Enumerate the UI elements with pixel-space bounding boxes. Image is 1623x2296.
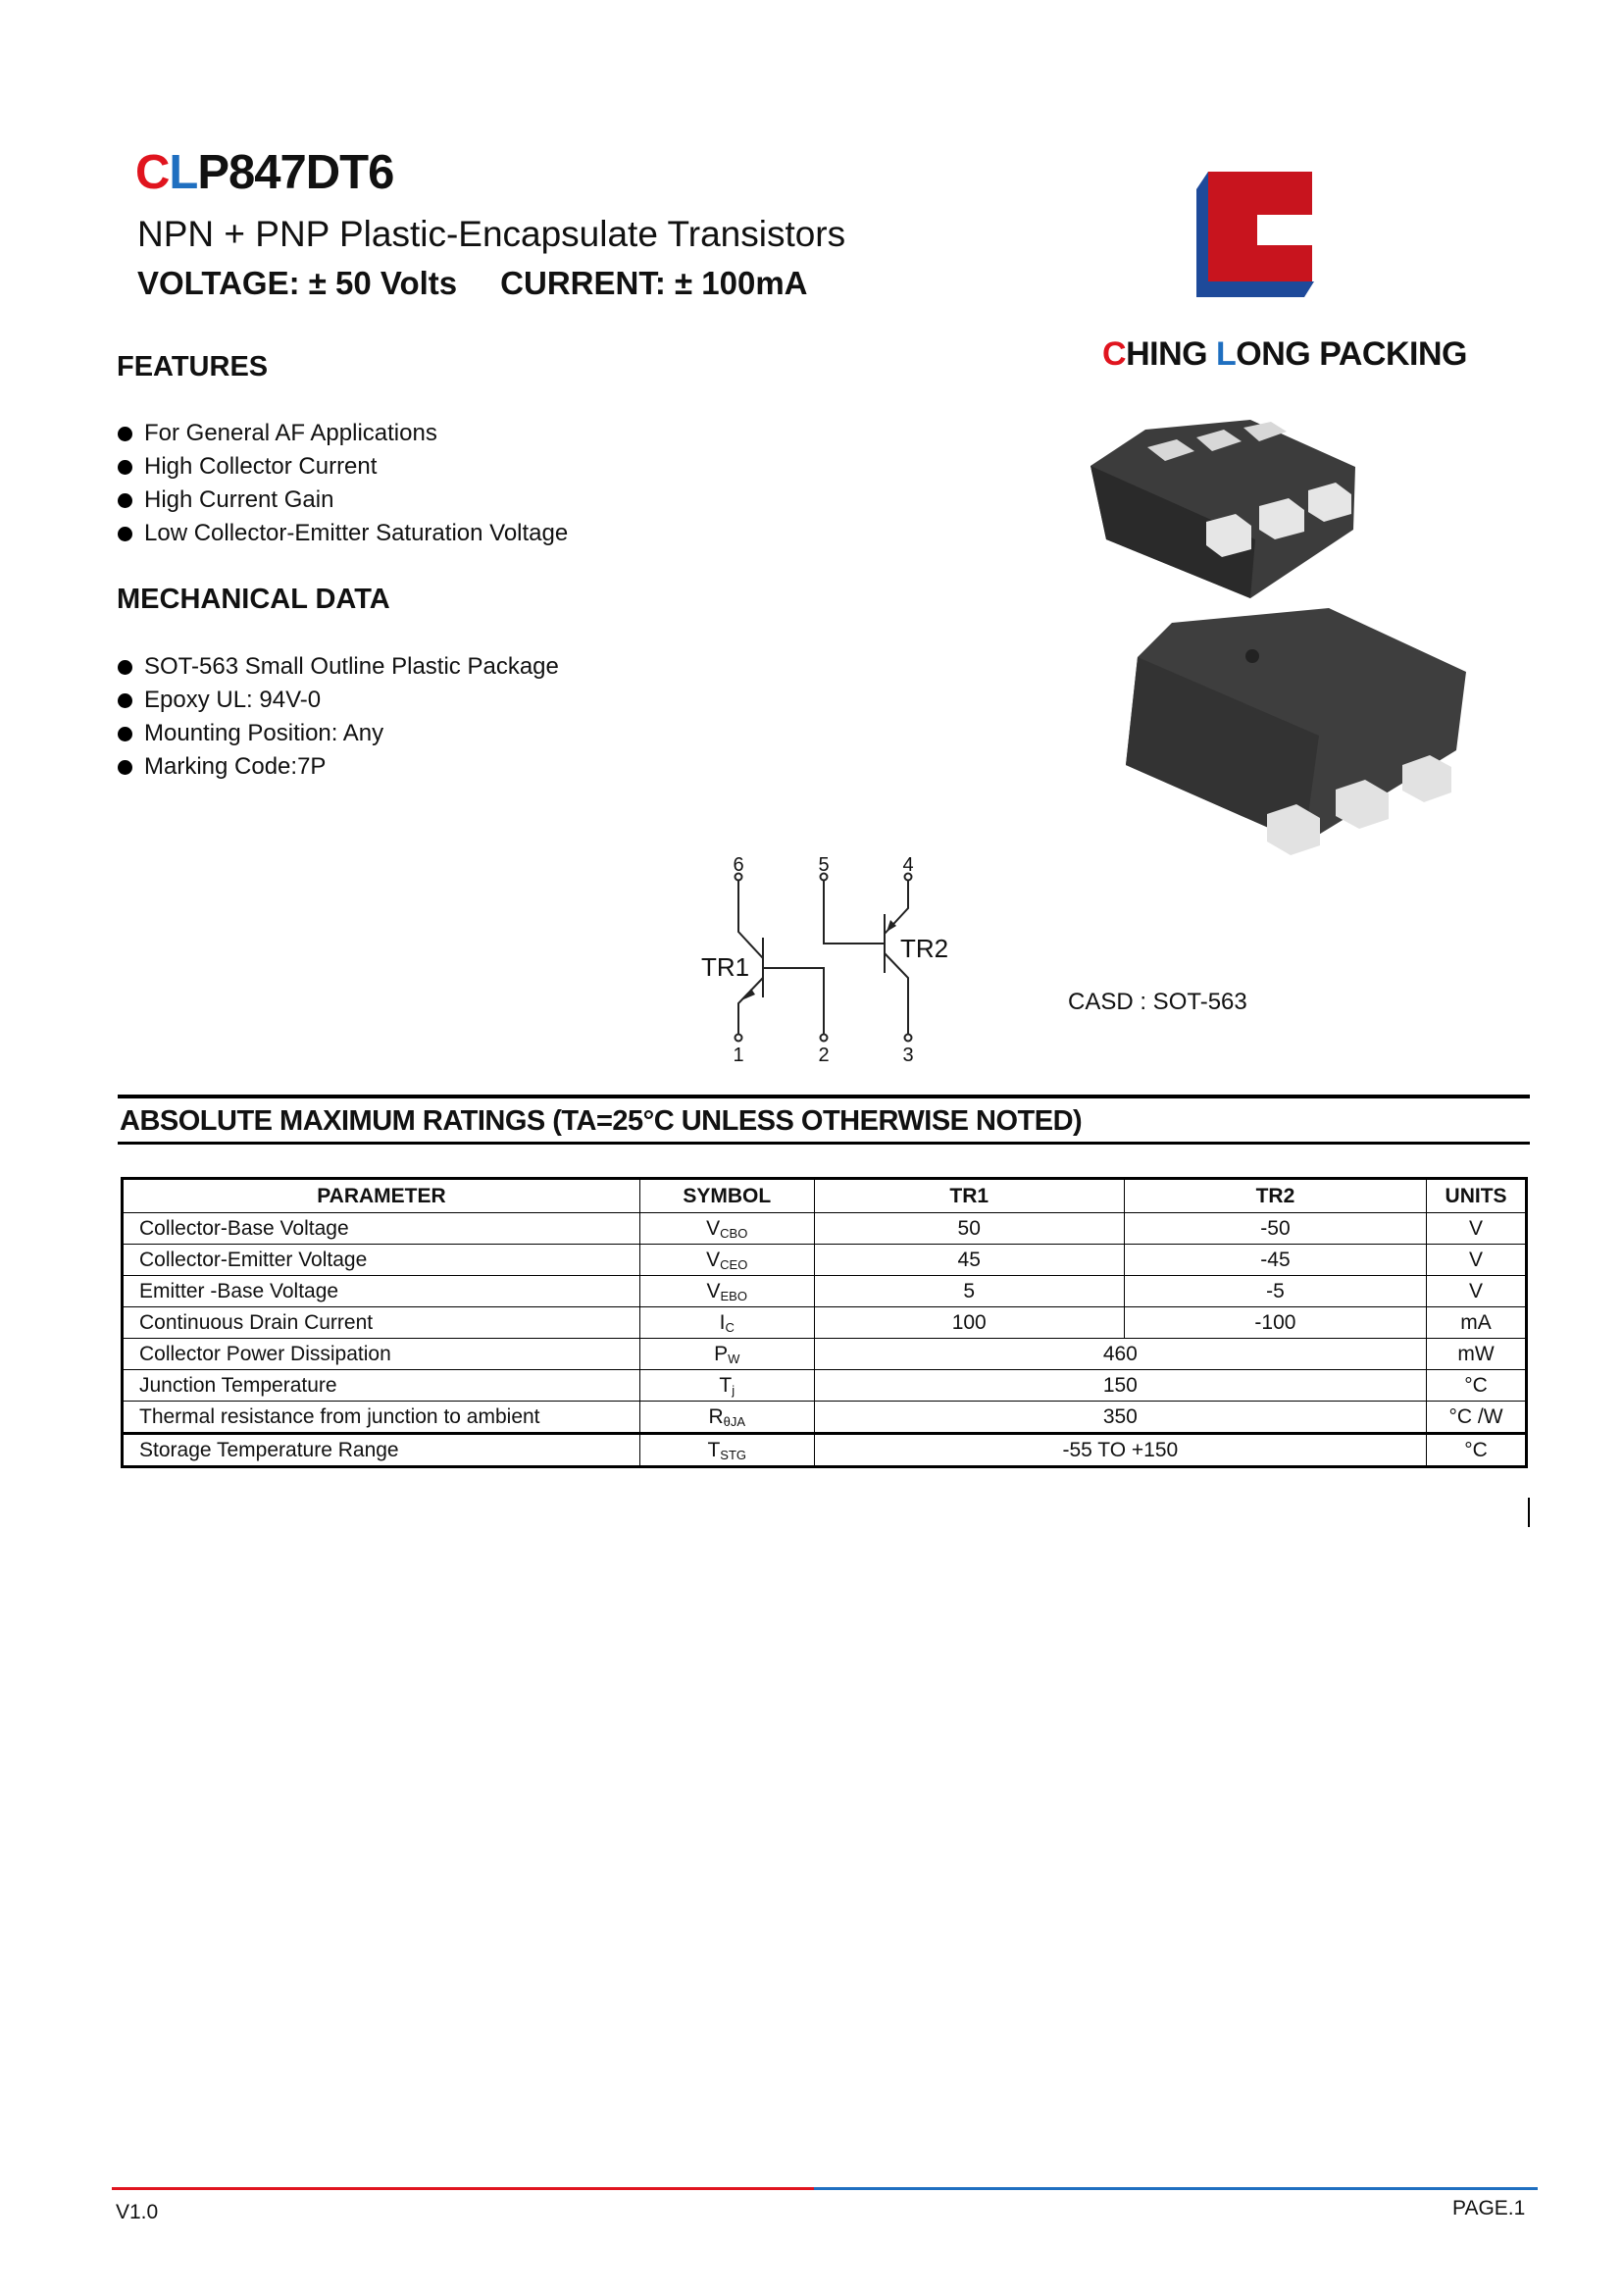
table-row [123, 1434, 1527, 1467]
pin-label: 2 [818, 1045, 830, 1066]
item-text: Low Collector-Emitter Saturation Voltage [144, 520, 569, 546]
list-item [118, 750, 559, 784]
company-logo-icon [1196, 172, 1319, 299]
tr1-value-cell: 5 [814, 1276, 1124, 1307]
divider [118, 1142, 1530, 1145]
title-c: C [135, 146, 170, 199]
symbol-subscript: C [725, 1319, 735, 1335]
item-text: Epoxy UL: 94V-0 [144, 687, 322, 713]
emitter-arrow-icon [741, 989, 755, 1000]
unit-cell: V [1427, 1213, 1527, 1245]
bullet-icon [118, 527, 132, 541]
table-row [123, 1307, 1527, 1339]
item-text: Marking Code:7P [144, 753, 327, 780]
ratings-table [121, 1177, 1528, 1468]
parameter-cell: Storage Temperature Range [123, 1434, 640, 1467]
parameter-cell: Thermal resistance from junction to ambient [123, 1402, 640, 1434]
unit-cell: V [1427, 1276, 1527, 1307]
value-cell: -55 TO +150 [814, 1434, 1426, 1467]
parameter-cell: Collector-Emitter Voltage [123, 1245, 640, 1276]
parameter-cell: Emitter -Base Voltage [123, 1276, 640, 1307]
tr2-value-cell: -50 [1124, 1213, 1426, 1245]
footer-line-blue [814, 2187, 1538, 2190]
symbol-cell [639, 1370, 814, 1402]
table-row [123, 1276, 1527, 1307]
col-tr2: TR2 [1124, 1179, 1426, 1213]
symbol-cell [639, 1307, 814, 1339]
symbol-cell [639, 1339, 814, 1370]
bullet-icon [118, 660, 132, 675]
symbol: T [719, 1373, 733, 1397]
symbol: V [706, 1216, 721, 1240]
value-cell: 460 [814, 1339, 1426, 1370]
pinout-diagram [686, 843, 981, 1079]
mechanical-list [118, 650, 559, 784]
tr2-label: TR2 [900, 934, 949, 963]
bullet-icon [118, 693, 132, 708]
unit-cell: °C [1427, 1370, 1527, 1402]
chip-bottom-view [1126, 608, 1466, 855]
item-text: Mounting Position: Any [144, 720, 384, 746]
package-photo [1079, 412, 1491, 883]
mechanical-heading: MECHANICAL DATA [117, 584, 390, 615]
table-row [123, 1370, 1527, 1402]
tr1-value-cell: 50 [814, 1213, 1124, 1245]
brand-l: L [1216, 335, 1237, 373]
symbol-cell [639, 1276, 814, 1307]
unit-cell: V [1427, 1245, 1527, 1276]
list-item [118, 717, 559, 750]
table-header [123, 1179, 1527, 1213]
list-item [118, 417, 568, 450]
parameter-cell: Continuous Drain Current [123, 1307, 640, 1339]
tr2-value-cell: -45 [1124, 1245, 1426, 1276]
symbol-subscript: CEO [720, 1256, 748, 1272]
company-name [1102, 335, 1467, 374]
symbol-cell [639, 1402, 814, 1434]
bullet-icon [118, 760, 132, 775]
list-item [118, 484, 568, 517]
parameter-cell: Junction Temperature [123, 1370, 640, 1402]
col-tr1: TR1 [814, 1179, 1124, 1213]
col-units: UNITS [1427, 1179, 1527, 1213]
tr1-value-cell: 45 [814, 1245, 1124, 1276]
bullet-icon [118, 727, 132, 741]
table-row [123, 1213, 1527, 1245]
page-number: PAGE.1 [1452, 2197, 1526, 2219]
version-label: V1.0 [116, 2201, 159, 2223]
tr1-label: TR1 [701, 952, 750, 982]
item-text: High Collector Current [144, 453, 378, 480]
value-cell: 350 [814, 1402, 1426, 1434]
item-text: High Current Gain [144, 486, 334, 513]
current-spec: CURRENT: ± 100mA [500, 265, 808, 301]
col-parameter: PARAMETER [123, 1179, 640, 1213]
subtitle: NPN + PNP Plastic-Encapsulate Transistors [137, 214, 846, 254]
features-list [118, 417, 568, 550]
list-item [118, 684, 559, 717]
symbol-subscript: EBO [720, 1288, 747, 1303]
symbol: V [706, 1248, 721, 1271]
unit-cell: °C /W [1427, 1402, 1527, 1434]
bullet-icon [118, 493, 132, 508]
symbol-cell [639, 1213, 814, 1245]
symbol-subscript: j [732, 1382, 735, 1398]
ratings-summary [137, 265, 851, 302]
item-text: For General AF Applications [144, 420, 437, 446]
symbol: T [707, 1438, 721, 1461]
symbol: I [719, 1310, 726, 1334]
col-symbol: SYMBOL [639, 1179, 814, 1213]
symbol-subscript: W [728, 1351, 740, 1366]
pin-label: 5 [818, 854, 830, 876]
part-number-title [135, 145, 393, 200]
pin-label: 3 [902, 1045, 914, 1066]
table-row [123, 1339, 1527, 1370]
title-rest: P847DT6 [197, 146, 394, 199]
parameter-cell: Collector-Base Voltage [123, 1213, 640, 1245]
parameter-cell: Collector Power Dissipation [123, 1339, 640, 1370]
unit-cell: mA [1427, 1307, 1527, 1339]
symbol-cell [639, 1434, 814, 1467]
pin-label: 1 [733, 1045, 744, 1066]
divider [118, 1095, 1530, 1098]
margin-mark [1528, 1498, 1530, 1527]
tr2-value-cell: -100 [1124, 1307, 1426, 1339]
features-heading: FEATURES [117, 351, 269, 383]
case-label: CASD : SOT-563 [1068, 989, 1247, 1015]
brand-rest: ONG PACKING [1236, 335, 1467, 373]
pin-label: 6 [733, 854, 744, 876]
list-item [118, 650, 559, 684]
ratings-title: ABSOLUTE MAXIMUM RATINGS (TA=25°C UNLESS OTHERWISE NOTED) [120, 1105, 1083, 1137]
pin-label: 4 [902, 854, 914, 876]
symbol-subscript: STG [720, 1447, 747, 1462]
voltage-spec: VOLTAGE: ± 50 Volts [137, 265, 458, 301]
table-row [123, 1245, 1527, 1276]
unit-cell: °C [1427, 1434, 1527, 1467]
tr1-value-cell: 100 [814, 1307, 1124, 1339]
tr2-value-cell: -5 [1124, 1276, 1426, 1307]
bullet-icon [118, 427, 132, 441]
list-item [118, 517, 568, 550]
list-item [118, 450, 568, 484]
symbol-subscript: CBO [720, 1225, 748, 1241]
footer-line-red [112, 2187, 814, 2190]
item-text: SOT-563 Small Outline Plastic Package [144, 653, 559, 680]
bullet-icon [118, 460, 132, 475]
brand-hing: HING [1126, 335, 1217, 373]
chip-top-view [1090, 420, 1355, 598]
title-l: L [169, 146, 198, 199]
symbol-cell [639, 1245, 814, 1276]
unit-cell: mW [1427, 1339, 1527, 1370]
symbol-subscript: θJA [723, 1413, 746, 1429]
symbol: V [706, 1279, 721, 1302]
table-row [123, 1402, 1527, 1434]
symbol: R [708, 1404, 724, 1428]
symbol: P [714, 1342, 729, 1365]
value-cell: 150 [814, 1370, 1426, 1402]
brand-c: C [1102, 335, 1127, 373]
